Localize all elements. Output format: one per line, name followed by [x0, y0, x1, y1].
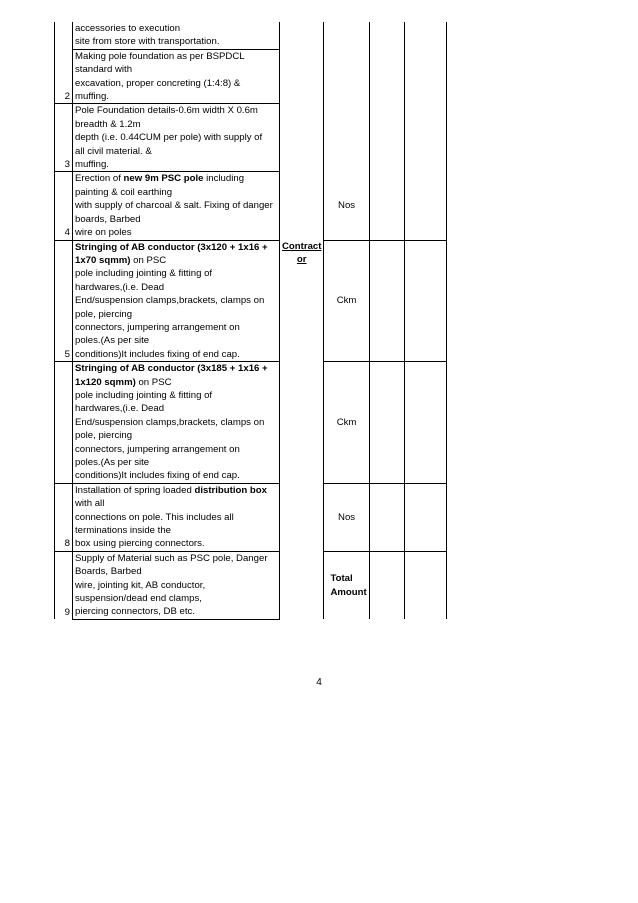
- amount-cell: [404, 240, 446, 362]
- description-text: depth (i.e. 0.44CUM per pole) with supply of: [75, 132, 263, 144]
- description-line: [75, 172, 277, 185]
- description-text: all civil material. &: [75, 145, 152, 157]
- description-text: with all: [75, 498, 105, 510]
- item-serial-number: 5: [55, 240, 73, 362]
- description-line: [75, 77, 277, 90]
- table-row: [55, 104, 447, 172]
- item-description: [73, 172, 280, 240]
- table-row: [55, 172, 447, 240]
- agency-cell: [280, 22, 324, 49]
- description-line: [75, 63, 277, 76]
- description-line: [75, 267, 277, 280]
- table-row: [55, 551, 447, 619]
- rate-cell: [369, 362, 404, 484]
- description-text: Installation of spring loaded: [75, 484, 195, 496]
- unit-text: Nos: [338, 200, 356, 212]
- description-text: End/suspension clamps,brackets, clamps on: [75, 416, 265, 428]
- description-line: [75, 90, 277, 103]
- agency-label-line: or: [296, 254, 307, 266]
- description-bold-text: Stringing of AB conductor (3x185 + 1x16 +: [75, 363, 268, 375]
- description-text: including: [203, 173, 245, 185]
- amount-cell: [404, 104, 446, 172]
- description-text: on PSC: [135, 376, 172, 388]
- description-line: [75, 348, 277, 361]
- rate-cell: [369, 49, 404, 104]
- description-bold-text: Stringing of AB conductor (3x120 + 1x16 +: [75, 241, 268, 253]
- description-text: Making pole foundation as per BSPDCL: [75, 50, 245, 62]
- rate-cell: [369, 483, 404, 551]
- description-bold-text: 1x70 sqmm): [75, 254, 131, 266]
- agency-label: [282, 240, 321, 267]
- unit-cell: [324, 483, 369, 551]
- description-line: [75, 537, 277, 550]
- item-description: [73, 362, 280, 484]
- description-text: wire, jointing kit, AB conductor,: [75, 579, 206, 591]
- description-line: [75, 118, 277, 131]
- unit-cell: [324, 551, 369, 619]
- description-text: box using piercing connectors.: [75, 538, 205, 550]
- rate-cell: [369, 551, 404, 619]
- unit-cell: [324, 172, 369, 240]
- description-line: [75, 213, 277, 226]
- item-serial-number: 4: [55, 172, 73, 240]
- description-line: [75, 565, 277, 578]
- description-line: [75, 469, 277, 482]
- item-description: [73, 104, 280, 172]
- description-line: [75, 389, 277, 402]
- table-row: [55, 362, 447, 484]
- description-line: [75, 362, 277, 375]
- description-text: conditions)It includes fixing of end cap.: [75, 470, 240, 482]
- description-line: [75, 321, 277, 334]
- description-line: [75, 104, 277, 117]
- description-text: on PSC: [130, 254, 167, 266]
- description-line: [75, 524, 277, 537]
- rate-cell: [369, 104, 404, 172]
- description-line: [75, 497, 277, 510]
- description-line: [75, 456, 277, 469]
- unit-cell: [324, 362, 369, 484]
- description-text: Pole Foundation details-0.6m width X 0.6m: [75, 105, 258, 117]
- description-text: Supply of Material such as PSC pole, Danger: [75, 552, 268, 564]
- description-text: muffing.: [75, 91, 109, 103]
- total-amount-label: Total: [330, 573, 353, 585]
- unit-cell: [324, 240, 369, 362]
- unit-text: Nos: [338, 511, 356, 523]
- item-serial-number: 9: [55, 551, 73, 619]
- amount-cell: [404, 483, 446, 551]
- description-text: muffing.: [75, 159, 109, 171]
- rate-cell: [369, 22, 404, 49]
- item-description: [73, 551, 280, 619]
- description-line: [75, 50, 277, 63]
- description-text: boards, Barbed: [75, 213, 141, 225]
- description-text: hardwares,(i.e. Dead: [75, 281, 165, 293]
- description-text: connectors, jumpering arrangement on: [75, 321, 240, 333]
- amount-cell: [404, 22, 446, 49]
- item-serial-number: [55, 22, 73, 49]
- table-row: [55, 22, 447, 49]
- description-line: [75, 294, 277, 307]
- description-text: wire on poles: [75, 227, 132, 239]
- agency-cell: [280, 551, 324, 619]
- description-bold-text: 1x120 sqmm): [75, 376, 136, 388]
- amount-cell: [404, 49, 446, 104]
- description-text: accessories to execution: [75, 23, 181, 34]
- description-line: [75, 254, 277, 267]
- item-description: [73, 240, 280, 362]
- description-text: suspension/dead end clamps,: [75, 593, 202, 605]
- description-line: [75, 281, 277, 294]
- rate-cell: [369, 172, 404, 240]
- total-amount-label: Amount: [330, 586, 367, 598]
- description-text: terminations inside the: [75, 525, 171, 537]
- description-line: [75, 429, 277, 442]
- description-text: pole including jointing & fitting of: [75, 268, 213, 280]
- description-bold-text: distribution box: [194, 484, 267, 496]
- description-line: [75, 443, 277, 456]
- description-line: [75, 131, 277, 144]
- description-text: piercing connectors, DB etc.: [75, 606, 195, 618]
- description-line: [75, 158, 277, 171]
- agency-cell: [280, 172, 324, 240]
- description-text: pole including jointing & fitting of: [75, 389, 213, 401]
- boq-table-body: [55, 22, 447, 619]
- item-serial-number: [55, 362, 73, 484]
- description-line: [75, 484, 277, 497]
- description-line: [75, 226, 277, 239]
- description-line: [75, 579, 277, 592]
- description-line: [75, 334, 277, 347]
- description-line: [75, 552, 277, 565]
- item-serial-number: 2: [55, 49, 73, 104]
- description-line: [75, 511, 277, 524]
- agency-cell: [280, 362, 324, 484]
- description-line: [75, 376, 277, 389]
- unit-cell: [324, 49, 369, 104]
- description-line: [75, 35, 277, 48]
- description-text: conditions)It includes fixing of end cap.: [75, 348, 240, 360]
- description-text: End/suspension clamps,brackets, clamps on: [75, 295, 265, 307]
- table-row: [55, 483, 447, 551]
- description-text: site from store with transportation.: [75, 36, 220, 48]
- agency-cell: [280, 483, 324, 551]
- description-line: [75, 22, 277, 35]
- agency-cell: [280, 240, 324, 362]
- description-text: connections on pole. This includes all: [75, 511, 234, 523]
- agency-label-line: Contract: [282, 241, 322, 252]
- description-text: breadth & 1.2m: [75, 118, 141, 130]
- description-text: pole, piercing: [75, 308, 133, 320]
- page-number: 4: [316, 677, 322, 688]
- boq-table: [54, 22, 447, 620]
- description-text: Boards, Barbed: [75, 566, 142, 578]
- description-text: Erection of: [75, 173, 124, 185]
- description-text: poles.(As per site: [75, 457, 150, 468]
- table-row: [55, 49, 447, 104]
- description-line: [75, 605, 277, 618]
- description-line: [75, 241, 277, 254]
- unit-text: Ckm: [336, 416, 357, 428]
- description-line: [75, 145, 277, 158]
- description-line: [75, 402, 277, 415]
- description-text: connectors, jumpering arrangement on: [75, 443, 240, 455]
- description-text: pole, piercing: [75, 430, 133, 442]
- description-text: painting & coil earthing: [75, 186, 173, 198]
- unit-text: Ckm: [336, 295, 357, 307]
- description-line: [75, 416, 277, 429]
- agency-cell: [280, 49, 324, 104]
- description-line: [75, 186, 277, 199]
- item-serial-number: 3: [55, 104, 73, 172]
- item-description: [73, 49, 280, 104]
- amount-cell: [404, 551, 446, 619]
- item-serial-number: 8: [55, 483, 73, 551]
- description-text: hardwares,(i.e. Dead: [75, 403, 165, 415]
- table-row: [55, 240, 447, 362]
- amount-cell: [404, 172, 446, 240]
- rate-cell: [369, 240, 404, 362]
- description-text: excavation, proper concreting (1:4:8) &: [75, 77, 241, 89]
- unit-cell: [324, 22, 369, 49]
- description-line: [75, 199, 277, 212]
- description-text: poles.(As per site: [75, 335, 150, 347]
- description-line: [75, 308, 277, 321]
- item-description: [73, 483, 280, 551]
- description-text: with supply of charcoal & salt. Fixing of danger: [75, 200, 273, 212]
- agency-cell: [280, 104, 324, 172]
- description-line: [75, 592, 277, 605]
- description-text: standard with: [75, 64, 133, 76]
- description-bold-text: new 9m PSC pole: [123, 173, 204, 185]
- item-description: [73, 22, 280, 49]
- amount-cell: [404, 362, 446, 484]
- unit-cell: [324, 104, 369, 172]
